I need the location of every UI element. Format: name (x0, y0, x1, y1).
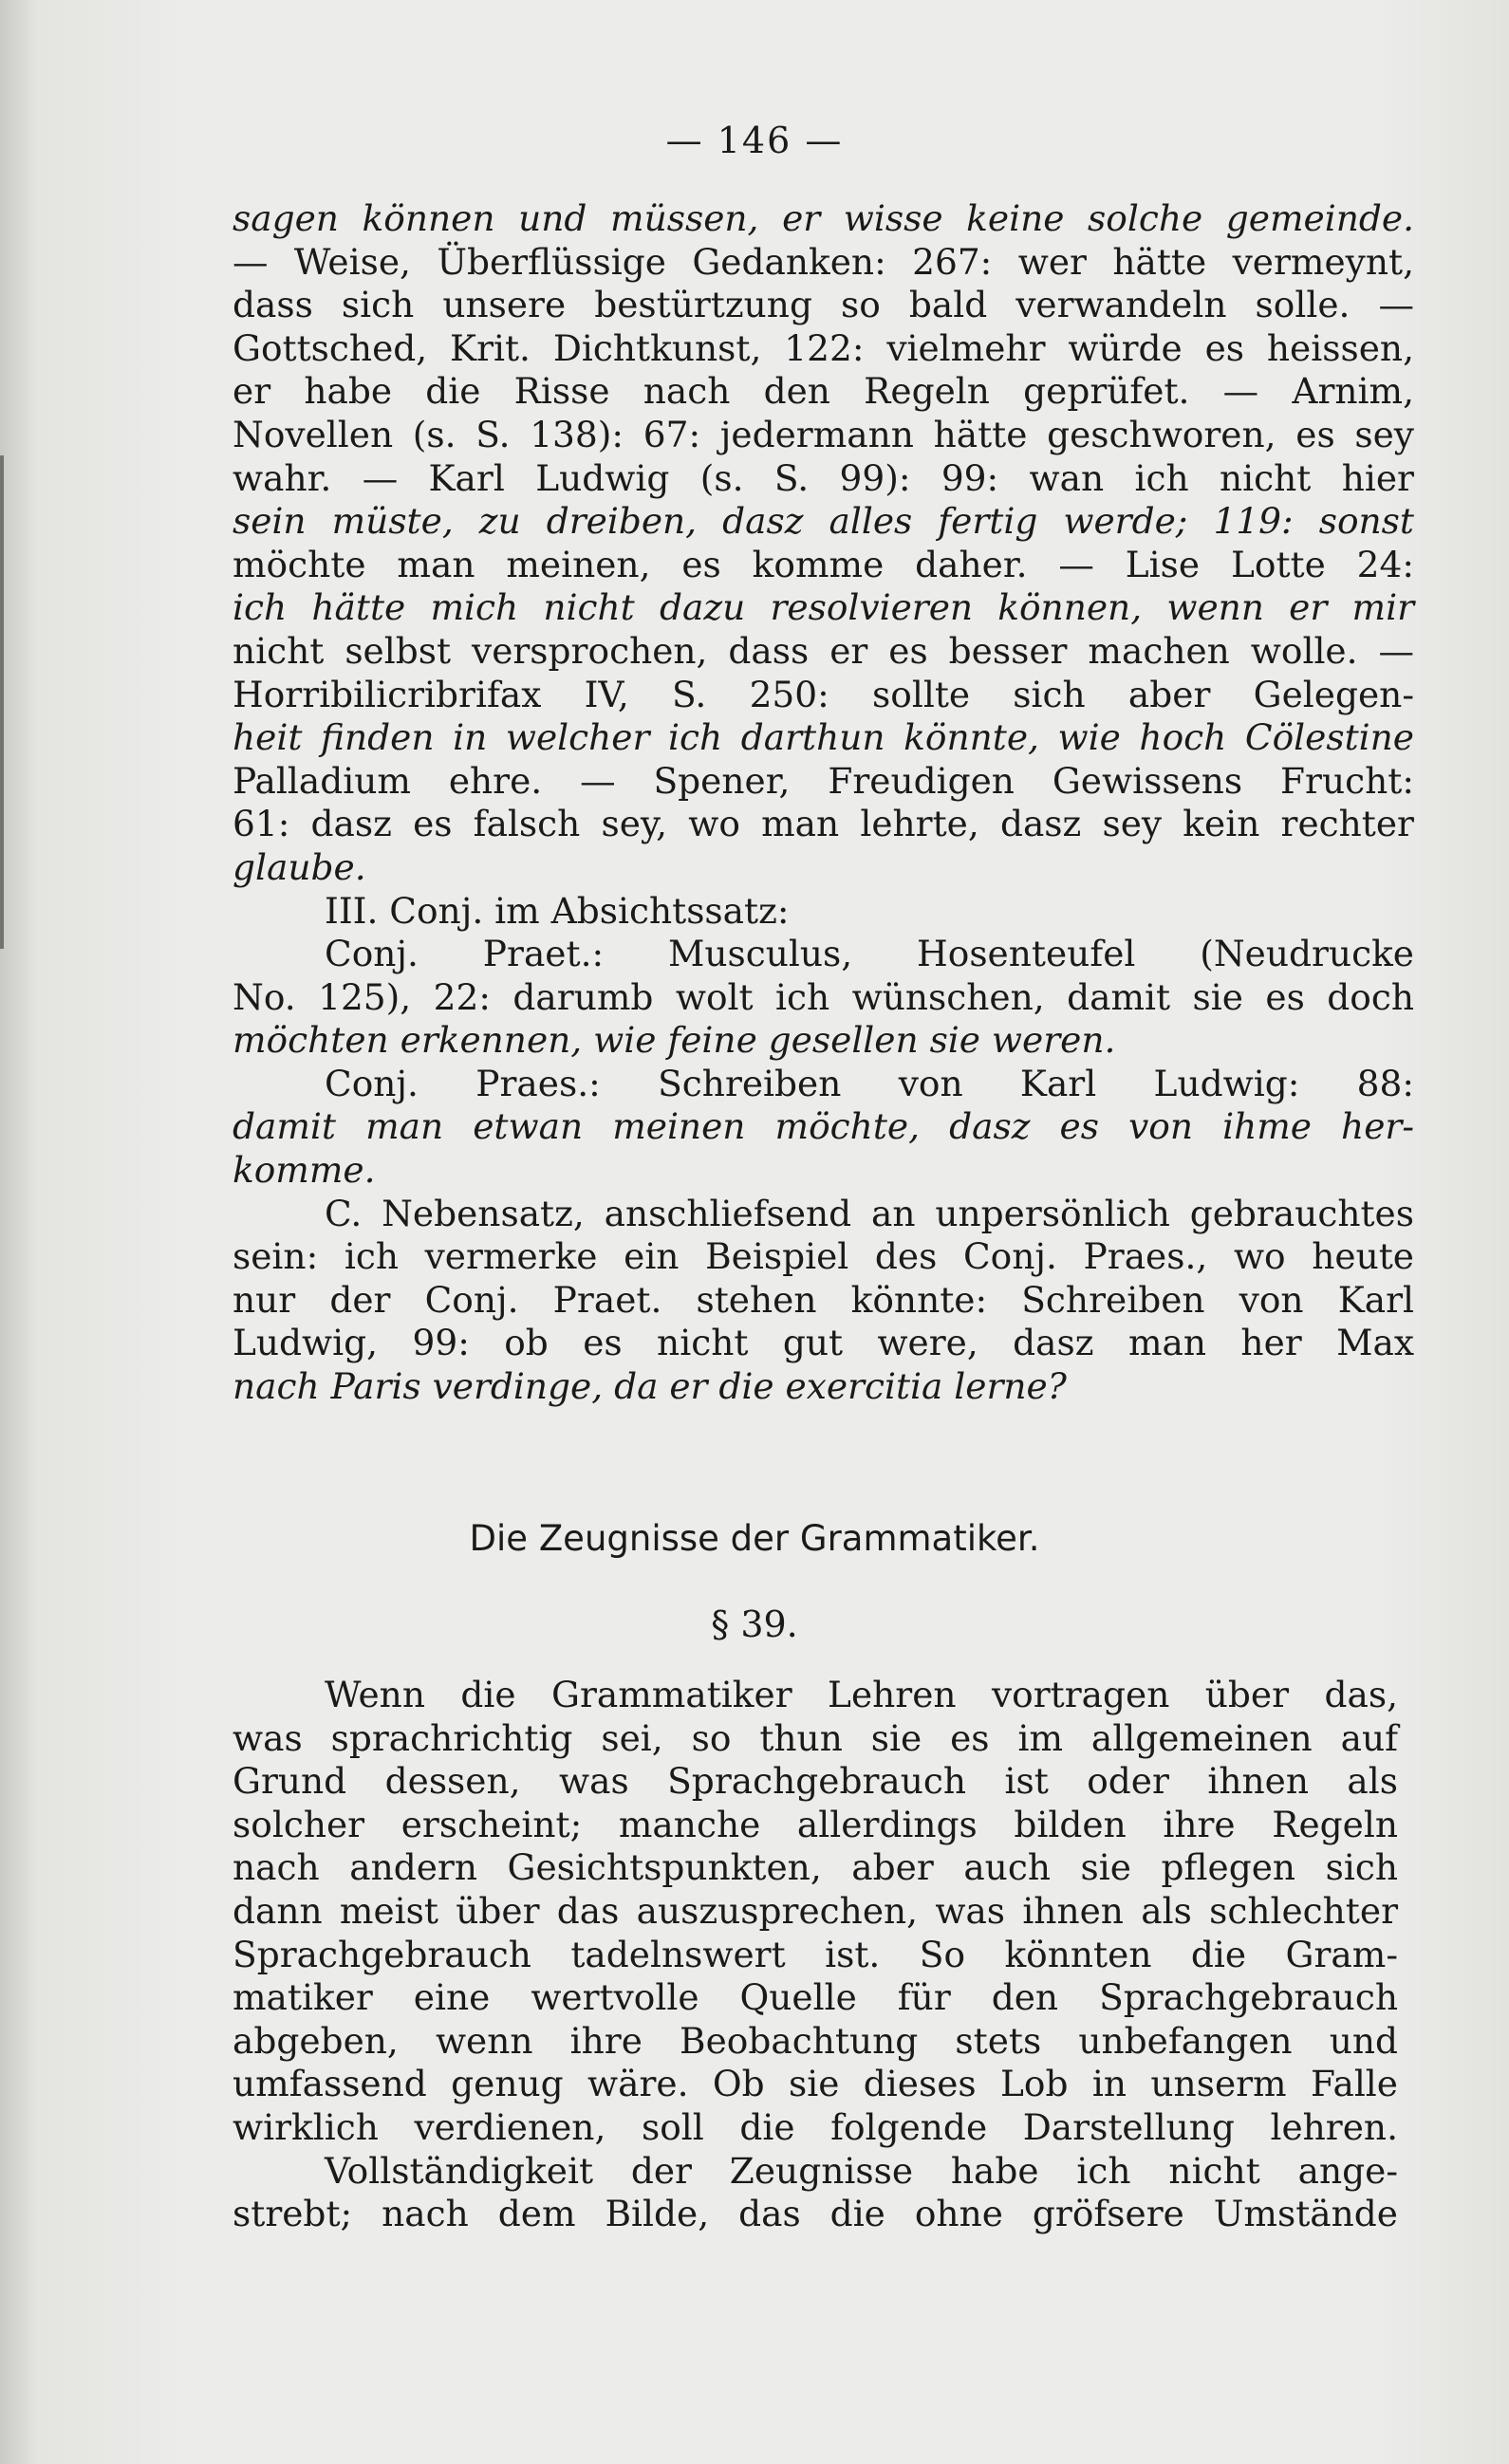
text-line: Palladium ehre. — Spener, Freudigen Gewissens Frucht: (233, 759, 1414, 802)
text-line: nur der Conj. Praet. stehen könnte: Schreiben von Karl (233, 1278, 1414, 1321)
text-line: dass sich unsere bestürtzung so bald verwandeln solle. — (233, 284, 1414, 326)
body-text-bottom (233, 1674, 1398, 2236)
text-line: dann meist über das auszusprechen, was ihnen als schlechter (233, 1889, 1398, 1932)
text-line: möchten erkennen, wie feine gesellen sie weren. (233, 1019, 1116, 1062)
text-line: 61: dasz es falsch sey, wo man lehrte, dasz sey kein rechter (233, 803, 1414, 845)
text-line: wahr. — Karl Ludwig (s. S. 99): 99: wan ich nicht hier (233, 456, 1414, 499)
text-line: III. Conj. im Absichtssatz: (325, 889, 790, 932)
text-line: sagen können und müssen, er wisse keine solche gemeinde. (233, 197, 1414, 239)
text-line: Horribilicribrifax IV, S. 250: sollte sich aber Gelegen- (233, 673, 1414, 715)
page-number: — 146 — (665, 120, 844, 161)
text-line: nicht selbst versprochen, dass er es besser machen wolle. — (233, 629, 1414, 672)
text-line: nach Paris verdinge, da er die exercitia lerne? (233, 1365, 1067, 1408)
binding-edge (0, 455, 17, 949)
text-line: Conj. Praes.: Schreiben von Karl Ludwig: 88: (325, 1062, 1414, 1104)
text-line: solcher erscheint; manche allerdings bilden ihre Regeln (233, 1803, 1398, 1845)
text-line: abgeben, wenn ihre Beobachtung stets unbefangen und (233, 2019, 1398, 2062)
text-line: nach andern Gesichtspunkten, aber auch sie pflegen sich (233, 1846, 1398, 1889)
text-line: C. Nebensatz, anschliefsend an unpersönlich gebrauchtes (325, 1192, 1414, 1234)
text-line: er habe die Risse nach den Regeln geprüfet. — Arnim, (233, 370, 1414, 413)
text-line: Wenn die Grammatiker Lehren vortragen über das, (325, 1674, 1398, 1715)
text-line: matiker eine wertvolle Quelle für den Sprachgebrauch (233, 1976, 1398, 2019)
text-line: strebt; nach dem Bilde, das die ohne gröfsere Umstände (233, 2193, 1398, 2235)
text-line: umfassend genug wäre. Ob sie dieses Lob in unserm Falle (233, 2063, 1398, 2105)
text-line: Vollständigkeit der Zeugnisse habe ich nicht ange- (325, 2149, 1398, 2192)
text-line: komme. (233, 1149, 376, 1192)
text-line: sein müste, zu dreiben, dasz alles fertig werde; 119: sonst (233, 500, 1414, 543)
text-line: — Weise, Überflüssige Gedanken: 267: wer hätte vermeynt, (233, 240, 1414, 283)
text-line: ich hätte mich nicht dazu resolvieren können, wenn er mir (233, 586, 1414, 629)
text-line: heit finden in welcher ich darthun könnte, wie hoch Cölestine (233, 716, 1414, 759)
text-line: No. 125), 22: darumb wolt ich wünschen, damit sie es doch (233, 975, 1414, 1018)
text-line: wirklich verdienen, soll die folgende Darstellung lehren. (233, 2105, 1398, 2148)
text-line: sein: ich vermerke ein Beispiel des Conj. Praes., wo heute (233, 1235, 1414, 1278)
text-line: damit man etwan meinen möchte, dasz es von ihme her- (233, 1105, 1414, 1148)
chapter-heading: Die Zeugnisse der Grammatiker. (469, 1518, 1040, 1559)
text-line: Sprachgebrauch tadelnswert ist. So könnten die Gram- (233, 1933, 1398, 1975)
text-line: Conj. Praet.: Musculus, Hosenteufel (Neudrucke (325, 933, 1414, 975)
section-number: § 39. (711, 1603, 798, 1645)
text-line: glaube. (233, 845, 366, 888)
text-line: Novellen (s. S. 138): 67: jedermann hätte geschworen, es sey (233, 413, 1414, 455)
text-line: Grund dessen, was Sprachgebrauch ist oder ihnen als (233, 1760, 1398, 1803)
body-text-top (233, 197, 1414, 1409)
text-line: Gottsched, Krit. Dichtkunst, 122: vielmehr würde es heissen, (233, 326, 1414, 369)
text-line: möchte man meinen, es komme daher. — Lise Lotte 24: (233, 543, 1414, 585)
text-line: was sprachrichtig sei, so thun sie es im allgemeinen auf (233, 1716, 1398, 1759)
text-line: Ludwig, 99: ob es nicht gut were, dasz man her Max (233, 1322, 1414, 1364)
